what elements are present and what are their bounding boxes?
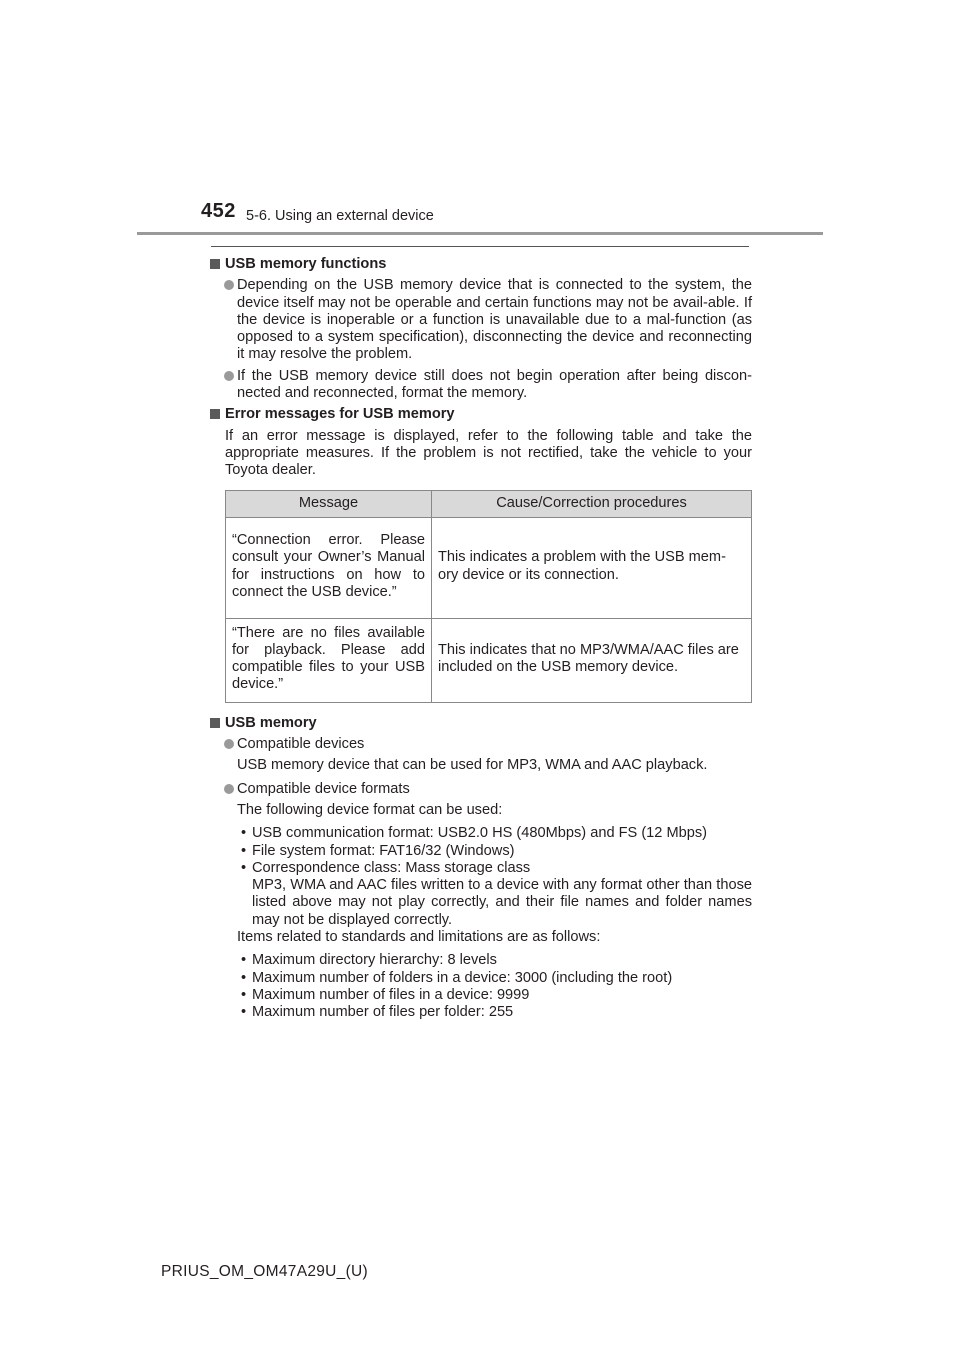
table-header-row bbox=[226, 490, 752, 517]
list-item: • USB communication format: USB2.0 HS (480Mbps) and FS (12 Mbps) bbox=[241, 825, 708, 842]
column-header-cause: Cause/Correction procedures bbox=[432, 490, 752, 517]
limits-intro: Items related to standards and limitations are as follows: bbox=[237, 929, 601, 946]
page-content bbox=[210, 256, 752, 1022]
list-item: • Maximum directory hierarchy: 8 levels bbox=[241, 952, 497, 969]
bullet-item: If the USB memory device still does not begin operation after being discon-nected and reconnected, format the memory. bbox=[210, 368, 752, 403]
circle-bullet-icon bbox=[224, 280, 234, 290]
dot-bullet-icon: • bbox=[241, 825, 247, 842]
dot-bullet-icon: • bbox=[241, 986, 247, 1003]
column-header-message: Message bbox=[226, 490, 432, 517]
dot-bullet-icon: • bbox=[241, 969, 247, 986]
message-cell: “There are no files available for playback. Please add compatible files to your USB device.” bbox=[226, 618, 432, 702]
list-item: • Maximum number of folders in a device: 3000 (including the root) bbox=[241, 969, 673, 986]
usb-memory-heading: USB memory bbox=[210, 715, 752, 732]
formats-intro: The following device format can be used: bbox=[237, 801, 503, 818]
bullet-item: Compatible devices bbox=[210, 736, 752, 753]
error-messages-intro: If an error message is displayed, refer to the following table and take the appropriate measures. If the problem is not rectified, take the vehicle to your Toyota dealer. bbox=[225, 427, 752, 479]
square-bullet-icon bbox=[210, 718, 220, 728]
compatible-devices-text: USB memory device that can be used for MP3, WMA and AAC playback. bbox=[237, 757, 708, 774]
square-bullet-icon bbox=[210, 409, 220, 419]
error-messages-table bbox=[225, 490, 752, 703]
circle-bullet-icon bbox=[224, 739, 234, 749]
header-divider bbox=[137, 232, 823, 235]
cause-cell: This indicates a problem with the USB mem-ory device or its connection. bbox=[432, 517, 752, 618]
bullet-item: Depending on the USB memory device that is connected to the system, the device itself may not be operable and certain functions may not be avail-able. If the device is inoperable or a function is unavailable due to a mal-function (as opposed to a system specification), disconnecting the device and reconnecting it may resolve the problem. bbox=[210, 277, 752, 363]
error-messages-heading: Error messages for USB memory bbox=[210, 406, 752, 423]
page-number: 452 bbox=[201, 200, 236, 222]
dot-bullet-icon: • bbox=[241, 842, 247, 859]
table-row bbox=[226, 618, 752, 702]
list-item: • File system format: FAT16/32 (Windows) bbox=[241, 842, 515, 859]
message-cell: “Connection error. Please consult your Owner’s Manual for instructions on how to connect the USB device.” bbox=[226, 517, 432, 618]
list-item: • Correspondence class: Mass storage class bbox=[241, 859, 531, 876]
bullet-item: Compatible device formats bbox=[210, 781, 752, 798]
usb-functions-heading: USB memory functions bbox=[210, 256, 752, 273]
dot-bullet-icon: • bbox=[241, 1004, 247, 1021]
table-row bbox=[226, 517, 752, 618]
circle-bullet-icon bbox=[224, 784, 234, 794]
square-bullet-icon bbox=[210, 259, 220, 269]
content-divider bbox=[211, 246, 749, 247]
list-item: • Maximum number of files in a device: 9999 bbox=[241, 986, 530, 1003]
dot-bullet-icon: • bbox=[241, 859, 247, 876]
format-note: MP3, WMA and AAC files written to a device with any format other than those listed above may not play correctly, and their file names and folder names may not be displayed correctly. bbox=[252, 877, 752, 928]
cause-cell: This indicates that no MP3/WMA/AAC files are included on the USB memory device. bbox=[432, 618, 752, 702]
section-title: 5-6. Using an external device bbox=[246, 208, 434, 224]
list-item: • Maximum number of files per folder: 255 bbox=[241, 1004, 514, 1021]
document-code: PRIUS_OM_OM47A29U_(U) bbox=[161, 1263, 368, 1280]
dot-bullet-icon: • bbox=[241, 952, 247, 969]
circle-bullet-icon bbox=[224, 371, 234, 381]
